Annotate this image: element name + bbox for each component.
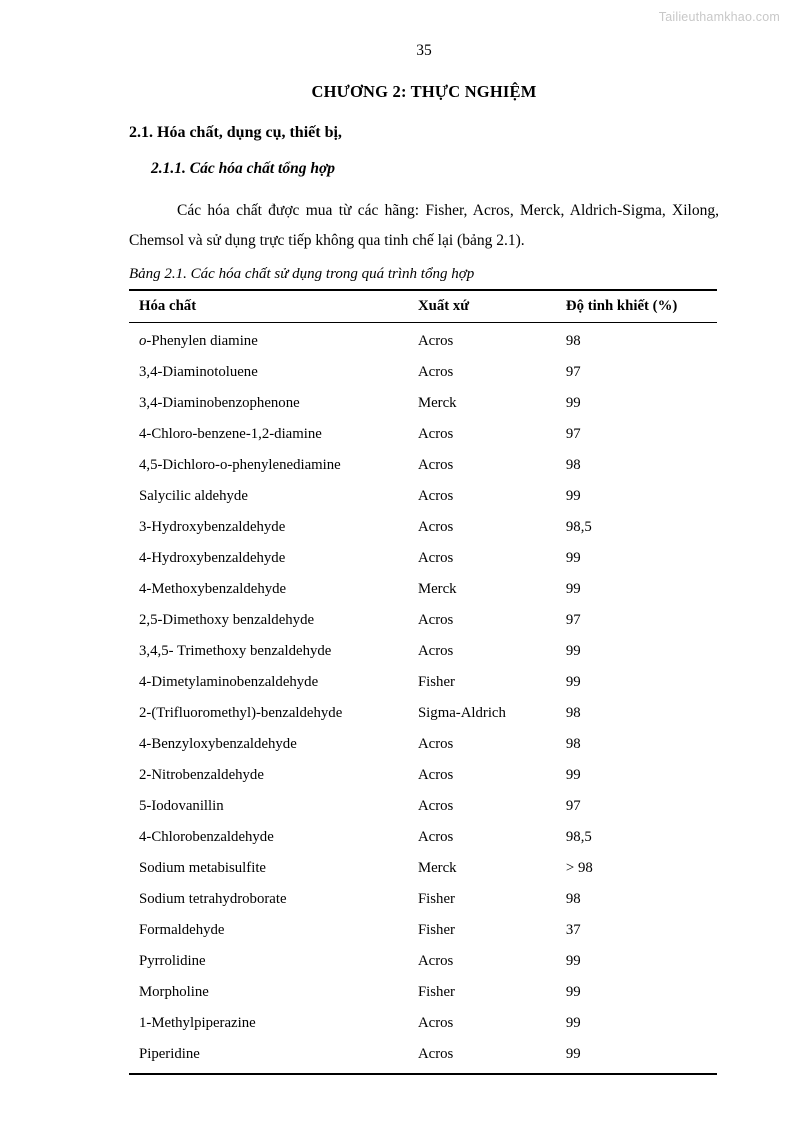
table-head bbox=[129, 290, 717, 323]
cell-chemical-name: 4,5-Dichloro-o-phenylenediamine bbox=[139, 457, 341, 474]
cell-origin: Merck bbox=[417, 581, 457, 598]
cell-chemical-name: 3,4,5- Trimethoxy benzaldehyde bbox=[139, 643, 332, 660]
chapter-title: CHƯƠNG 2: THỰC NGHIỆM bbox=[311, 82, 537, 101]
cell-purity: 98 bbox=[565, 705, 581, 722]
cell-purity: 99 bbox=[565, 395, 581, 412]
cell-chemical-name: Formaldehyde bbox=[139, 922, 225, 939]
cell-purity: > 98 bbox=[565, 860, 593, 877]
cell-chemical-name: 2-(Trifluoromethyl)-benzaldehyde bbox=[139, 705, 343, 722]
cell-origin: Acros bbox=[417, 612, 454, 629]
cell-origin: Acros bbox=[417, 333, 454, 350]
column-header-purity: Độ tinh khiết (%) bbox=[556, 290, 717, 323]
table-row bbox=[129, 729, 717, 760]
table-bottom-rule-row bbox=[129, 1074, 717, 1075]
cell-origin: Fisher bbox=[417, 891, 455, 908]
cell-chemical-name: 2,5-Dimethoxy benzaldehyde bbox=[139, 612, 315, 629]
cell-purity: 97 bbox=[565, 364, 581, 381]
column-header-chemical: Hóa chất bbox=[129, 290, 408, 323]
cell-purity: 99 bbox=[565, 1046, 581, 1063]
cell-origin: Acros bbox=[417, 519, 454, 536]
cell-purity: 99 bbox=[565, 488, 581, 505]
table-row bbox=[129, 667, 717, 698]
cell-origin: Fisher bbox=[417, 922, 455, 939]
table-row bbox=[129, 512, 717, 543]
cell-purity: 99 bbox=[565, 1015, 581, 1032]
table-row bbox=[129, 884, 717, 915]
cell-purity: 97 bbox=[565, 612, 581, 629]
cell-purity: 99 bbox=[565, 643, 581, 660]
cell-origin: Merck bbox=[417, 860, 457, 877]
cell-chemical-name: o-Phenylen diamine bbox=[139, 333, 258, 350]
cell-chemical-name: 2-Nitrobenzaldehyde bbox=[139, 767, 264, 784]
chemicals-table bbox=[129, 289, 717, 1075]
table-row bbox=[129, 388, 717, 419]
chemical-name-italic-prefix: o bbox=[139, 333, 147, 350]
subsection-heading: 2.1.1. Các hóa chất tổng hợp bbox=[151, 160, 336, 177]
page-content bbox=[129, 42, 719, 1075]
cell-origin: Acros bbox=[417, 1046, 454, 1063]
cell-chemical-name: Salycilic aldehyde bbox=[139, 488, 248, 505]
cell-purity: 98,5 bbox=[565, 829, 592, 846]
cell-purity: 97 bbox=[565, 426, 581, 443]
table-row bbox=[129, 323, 717, 358]
table-body bbox=[129, 323, 717, 1075]
cell-origin: Acros bbox=[417, 643, 454, 660]
table-row bbox=[129, 357, 717, 388]
cell-purity: 98,5 bbox=[565, 519, 592, 536]
table-row bbox=[129, 760, 717, 791]
cell-purity: 98 bbox=[565, 891, 581, 908]
cell-chemical-name: 4-Hydroxybenzaldehyde bbox=[139, 550, 286, 567]
cell-purity: 99 bbox=[565, 953, 581, 970]
page-number: 35 bbox=[416, 42, 432, 59]
table-caption-text: Các hóa chất sử dụng trong quá trình tổng hợp bbox=[190, 266, 475, 283]
cell-origin: Acros bbox=[417, 550, 454, 567]
table-row bbox=[129, 822, 717, 853]
cell-origin: Acros bbox=[417, 798, 454, 815]
cell-purity: 98 bbox=[565, 333, 581, 350]
cell-purity: 99 bbox=[565, 984, 581, 1001]
cell-origin: Fisher bbox=[417, 674, 455, 691]
cell-chemical-name: 1-Methylpiperazine bbox=[139, 1015, 256, 1032]
table-row bbox=[129, 1008, 717, 1039]
table-caption-label: Bảng 2.1. bbox=[129, 266, 187, 283]
cell-origin: Acros bbox=[417, 1015, 454, 1032]
table-row bbox=[129, 419, 717, 450]
table-caption bbox=[129, 266, 719, 283]
table-bottom-rule bbox=[129, 1074, 717, 1075]
column-header-origin: Xuất xứ bbox=[408, 290, 556, 323]
cell-chemical-name: 4-Methoxybenzaldehyde bbox=[139, 581, 287, 598]
table-row bbox=[129, 481, 717, 512]
table-row bbox=[129, 791, 717, 822]
cell-origin: Sigma-Aldrich bbox=[417, 705, 506, 722]
cell-purity: 98 bbox=[565, 736, 581, 753]
cell-origin: Acros bbox=[417, 736, 454, 753]
cell-chemical-name: 4-Chloro-benzene-1,2-diamine bbox=[139, 426, 322, 443]
cell-origin: Merck bbox=[417, 395, 457, 412]
table-header-row bbox=[129, 290, 717, 323]
cell-origin: Acros bbox=[417, 488, 454, 505]
cell-origin: Acros bbox=[417, 457, 454, 474]
table-row bbox=[129, 977, 717, 1008]
cell-purity: 98 bbox=[565, 457, 581, 474]
cell-chemical-name: 3,4-Diaminobenzophenone bbox=[139, 395, 300, 412]
cell-chemical-name: 3-Hydroxybenzaldehyde bbox=[139, 519, 286, 536]
body-paragraph: Các hóa chất được mua từ các hãng: Fisher, Acros, Merck, Aldrich-Sigma, Xilong, Chemsol và sử dụng trực tiếp không qua tinh chế lại (bảng 2.1). bbox=[129, 202, 719, 250]
cell-chemical-name: Sodium metabisulfite bbox=[139, 860, 266, 877]
cell-origin: Fisher bbox=[417, 984, 455, 1001]
cell-chemical-name: 4-Chlorobenzaldehyde bbox=[139, 829, 274, 846]
cell-purity: 37 bbox=[565, 922, 581, 939]
section-heading: 2.1. Hóa chất, dụng cụ, thiết bị, bbox=[129, 124, 342, 141]
cell-chemical-name: Pyrrolidine bbox=[139, 953, 206, 970]
cell-chemical-name: 4-Benzyloxybenzaldehyde bbox=[139, 736, 297, 753]
cell-purity: 99 bbox=[565, 767, 581, 784]
table-row bbox=[129, 605, 717, 636]
cell-chemical-name: 5-Iodovanillin bbox=[139, 798, 224, 815]
cell-chemical-name: Morpholine bbox=[139, 984, 209, 1001]
table-row bbox=[129, 636, 717, 667]
cell-origin: Acros bbox=[417, 829, 454, 846]
cell-origin: Acros bbox=[417, 364, 454, 381]
cell-purity: 99 bbox=[565, 581, 581, 598]
table-row bbox=[129, 915, 717, 946]
cell-purity: 99 bbox=[565, 550, 581, 567]
table-row bbox=[129, 698, 717, 729]
table-row bbox=[129, 574, 717, 605]
table-row bbox=[129, 543, 717, 574]
cell-origin: Acros bbox=[417, 953, 454, 970]
cell-chemical-name: 3,4-Diaminotoluene bbox=[139, 364, 258, 381]
cell-origin: Acros bbox=[417, 426, 454, 443]
watermark-text: Tailieuthamkhao.com bbox=[658, 10, 780, 24]
table-row bbox=[129, 946, 717, 977]
table-row bbox=[129, 450, 717, 481]
cell-origin: Acros bbox=[417, 767, 454, 784]
cell-chemical-name: 4-Dimetylaminobenzaldehyde bbox=[139, 674, 319, 691]
cell-purity: 97 bbox=[565, 798, 581, 815]
cell-purity: 99 bbox=[565, 674, 581, 691]
table-foot bbox=[129, 1074, 717, 1075]
table-row bbox=[129, 1039, 717, 1074]
cell-chemical-name: Piperidine bbox=[139, 1046, 200, 1063]
table-row bbox=[129, 853, 717, 884]
cell-chemical-name: Sodium tetrahydroborate bbox=[139, 891, 287, 908]
